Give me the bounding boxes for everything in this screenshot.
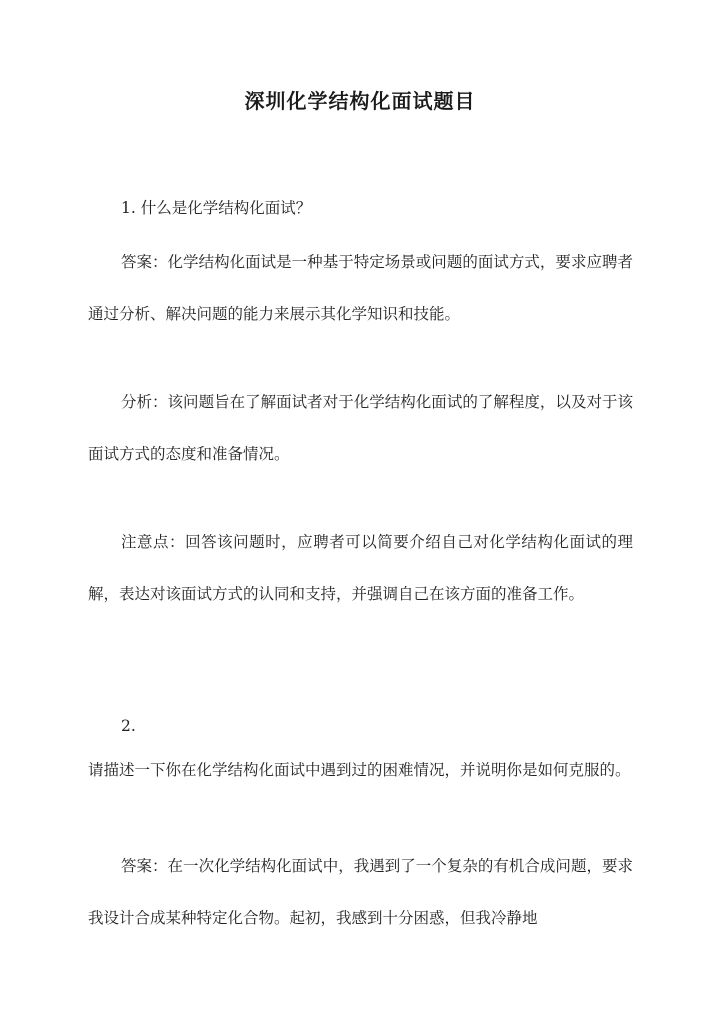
question-2-number: 2. bbox=[121, 717, 136, 735]
answer-1: 答案：化学结构化面试是一种基于特定场景或问题的面试方式，要求应聘者通过分析、解决问题的能力来展示其化学知识和技能。 bbox=[88, 253, 633, 323]
question-2: 请描述一下你在化学结构化面试中遇到过的困难情况，并说明你是如何克服的。 bbox=[88, 761, 631, 779]
notes-1: 注意点：回答该问题时，应聘者可以简要介绍自己对化学结构化面试的理解，表达对该面试方式的认同和支持，并强调自己在该方面的准备工作。 bbox=[88, 533, 633, 603]
page-title: 深圳化学结构化面试题目 bbox=[244, 89, 476, 113]
answer-2: 答案：在一次化学结构化面试中，我遇到了一个复杂的有机合成问题，要求我设计合成某种特定化合物。起初，我感到十分困惑，但我冷静地 bbox=[88, 857, 633, 927]
question-1: 1. 什么是化学结构化面试？ bbox=[121, 199, 312, 217]
analysis-1: 分析：该问题旨在了解面试者对于化学结构化面试的了解程度，以及对于该面试方式的态度和准备情况。 bbox=[88, 393, 633, 463]
